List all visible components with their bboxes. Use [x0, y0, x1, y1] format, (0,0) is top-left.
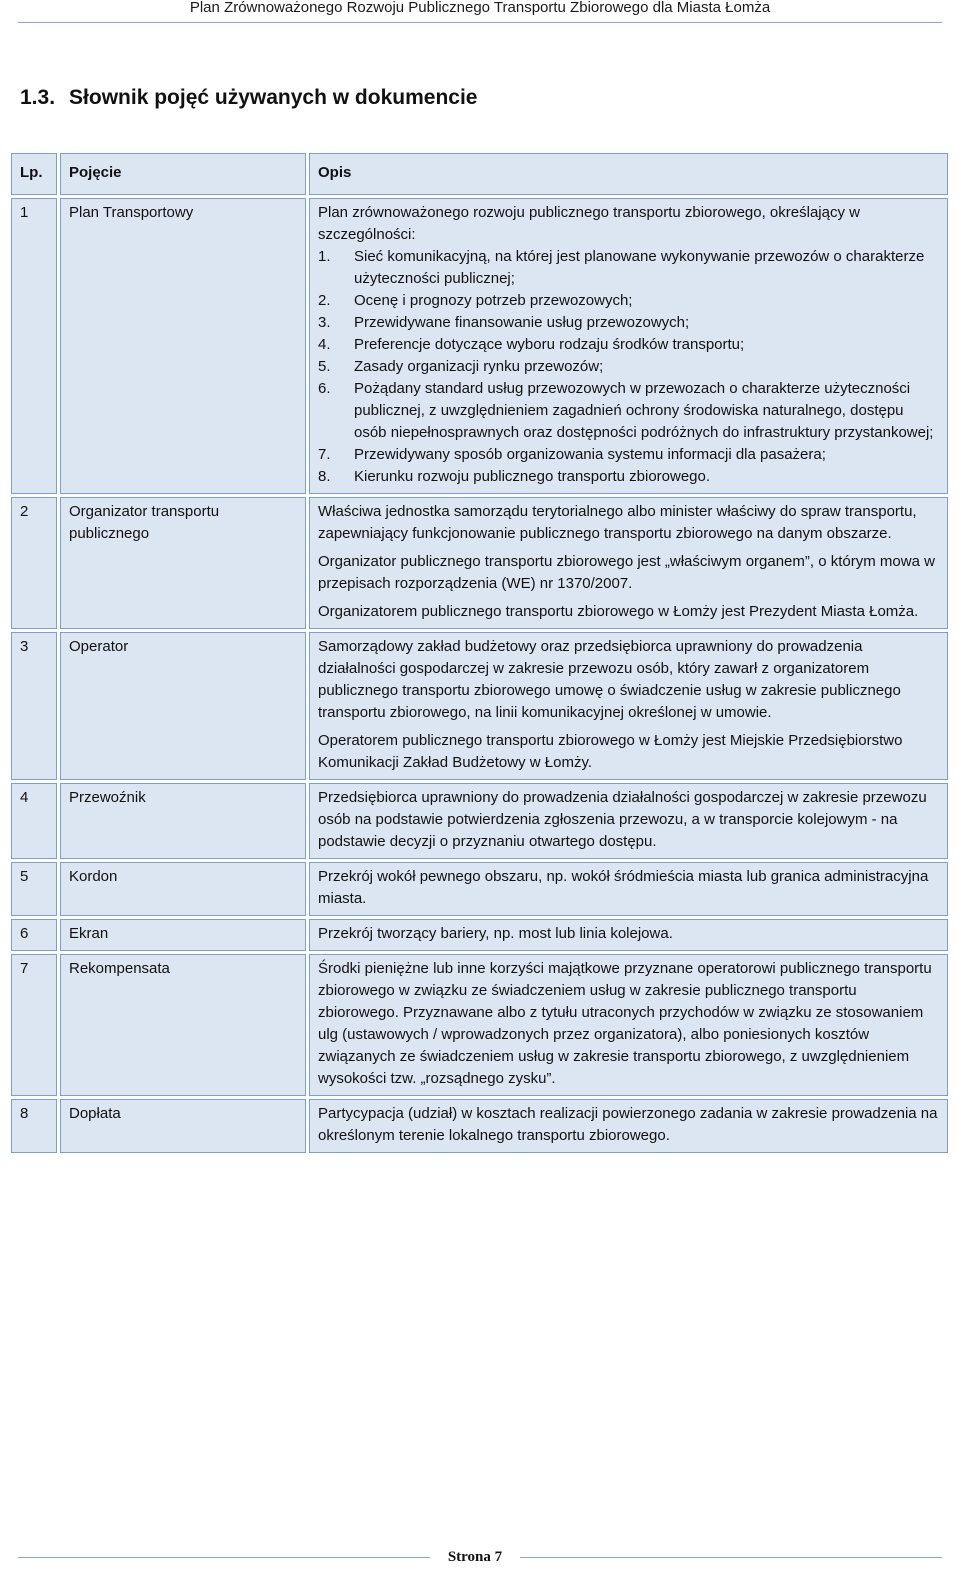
description-paragraph: Samorządowy zakład budżetowy oraz przedsiębiorca uprawniony do prowadzenia działalności gospodarczej w zakresie przewozu osób, który zawarł z organizatorem publicznego transportu zbiorowego umowę o świadczenie usług w zakresie publicznego transportu zbiorowego, na linii komunikacyjnej określonej w umowie. [318, 638, 901, 721]
row-number: 3 [11, 632, 57, 780]
table-row [11, 632, 948, 780]
list-item-text: Zasady organizacji rynku przewozów; [354, 358, 604, 375]
term-cell: Ekran [60, 919, 306, 951]
table-row [11, 497, 948, 629]
list-item-text: Pożądany standard usług przewozowych w przewozach o charakterze użyteczności publicznej, z uwzględnieniem zagadnień ochrony środowiska naturalnego, dostępu osób niepełnosprawnych oraz dostępności podróżnych do infrastruktury przystankowej; [354, 380, 934, 441]
description-paragraph: Przekrój tworzący bariery, np. most lub linia kolejowa. [318, 925, 673, 942]
list-item-number: 2. [318, 292, 331, 309]
description-paragraph: Przekrój wokół pewnego obszaru, np. wokół śródmieścia miasta lub granica administracyjna miasta. [318, 868, 929, 907]
description-paragraph: Organizatorem publicznego transportu zbiorowego w Łomży jest Prezydent Miasta Łomża. [318, 603, 919, 620]
list-item [318, 466, 939, 488]
column-header-term: Pojęcie [60, 153, 306, 195]
list-item-number: 3. [318, 314, 331, 331]
description-cell [309, 919, 948, 951]
footer-rule-right [520, 1557, 942, 1558]
term-cell: Kordon [60, 862, 306, 916]
description-paragraph: Środki pieniężne lub inne korzyści majątkowe przyznane operatorowi publicznego transportu zbiorowego w związku ze świadczeniem usług w zakresie publicznego transportu zbiorowego. Przyznawane albo z tytułu utraconych przychodów w związku ze stosowaniem ulg (ustawowych / wprowadzonych przez organizatora), albo poniesionych kosztów związanych ze świadczeniem usług w zakresie transportu zbiorowego, z uwzględnieniem wysokości tzw. „rozsądnego zysku”. [318, 960, 932, 1087]
list-item [318, 290, 939, 312]
glossary-table [8, 150, 951, 1156]
term-cell: Organizator transportu publicznego [60, 497, 306, 629]
table-row [11, 198, 948, 494]
table-row [11, 1099, 948, 1153]
row-number: 4 [11, 783, 57, 859]
description-cell [309, 497, 948, 629]
row-number: 1 [11, 198, 57, 494]
row-number: 7 [11, 954, 57, 1096]
footer-rule-left [18, 1557, 430, 1558]
description-cell [309, 198, 948, 494]
section-heading [20, 86, 477, 110]
description-paragraph: Partycypacja (udział) w kosztach realizacji powierzonego zadania w zakresie prowadzenia na określonym terenie lokalnego transportu zbiorowego. [318, 1105, 938, 1144]
description-intro: Plan zrównoważonego rozwoju publicznego transportu zbiorowego, określający w szczególności: [318, 204, 860, 243]
term-cell: Rekompensata [60, 954, 306, 1096]
term-cell: Plan Transportowy [60, 198, 306, 494]
description-paragraph: Przedsiębiorca uprawniony do prowadzenia działalności gospodarczej w zakresie przewozu osób na podstawie potwierdzenia zgłoszenia przewozu, a w transporcie kolejowym - na podstawie decyzji o przyznaniu otwartego dostępu. [318, 789, 927, 850]
list-item-number: 7. [318, 446, 331, 463]
list-item-number: 1. [318, 248, 331, 265]
list-item [318, 246, 939, 290]
column-header-description: Opis [309, 153, 948, 195]
description-paragraph: Operatorem publicznego transportu zbiorowego w Łomży jest Miejskie Przedsiębiorstwo Komunikacji Zakład Budżetowy w Łomży. [318, 732, 903, 771]
table-row [11, 862, 948, 916]
list-item-text: Przewidywane finansowanie usług przewozowych; [354, 314, 690, 331]
term-cell: Operator [60, 632, 306, 780]
section-number: 1.3. [20, 86, 56, 109]
list-item-text: Ocenę i prognozy potrzeb przewozowych; [354, 292, 633, 309]
table-header-row [11, 153, 948, 195]
row-number: 8 [11, 1099, 57, 1153]
list-item [318, 444, 939, 466]
list-item-number: 8. [318, 468, 331, 485]
numbered-list [318, 246, 939, 488]
table-row [11, 919, 948, 951]
description-cell [309, 954, 948, 1096]
section-title: Słownik pojęć używanych w dokumencie [69, 86, 478, 109]
description-cell [309, 632, 948, 780]
description-cell [309, 862, 948, 916]
row-number: 5 [11, 862, 57, 916]
list-item-text: Preferencje dotyczące wyboru rodzaju środków transportu; [354, 336, 745, 353]
list-item-number: 5. [318, 358, 331, 375]
term-cell: Dopłata [60, 1099, 306, 1153]
table-row [11, 954, 948, 1096]
table-row [11, 783, 948, 859]
list-item [318, 334, 939, 356]
description-paragraph: Właściwa jednostka samorządu terytorialnego albo minister właściwy do spraw transportu, zapewniający funkcjonowanie publicznego transportu zbiorowego na danym obszarze. [318, 503, 917, 542]
list-item-text: Przewidywany sposób organizowania systemu informacji dla pasażera; [354, 446, 826, 463]
list-item [318, 356, 939, 378]
row-number: 6 [11, 919, 57, 951]
term-cell: Przewoźnik [60, 783, 306, 859]
description-paragraph: Organizator publicznego transportu zbiorowego jest „właściwym organem”, o którym mowa w przepisach rozporządzenia (WE) nr 1370/2007. [318, 553, 935, 592]
row-number: 2 [11, 497, 57, 629]
description-cell [309, 1099, 948, 1153]
list-item-text: Sieć komunikacyjną, na której jest planowane wykonywanie przewozów o charakterze użyteczności publicznej; [354, 248, 925, 287]
list-item-text: Kierunku rozwoju publicznego transportu zbiorowego. [354, 468, 711, 485]
list-item [318, 312, 939, 334]
list-item [318, 378, 939, 444]
page-number: Strona 7 [447, 1549, 503, 1565]
header-rule [18, 22, 942, 23]
list-item-number: 6. [318, 380, 331, 397]
description-cell [309, 783, 948, 859]
column-header-lp: Lp. [11, 153, 57, 195]
running-header: Plan Zrównoważonego Rozwoju Publicznego Transportu Zbiorowego dla Miasta Łomża [189, 0, 771, 16]
list-item-number: 4. [318, 336, 331, 353]
